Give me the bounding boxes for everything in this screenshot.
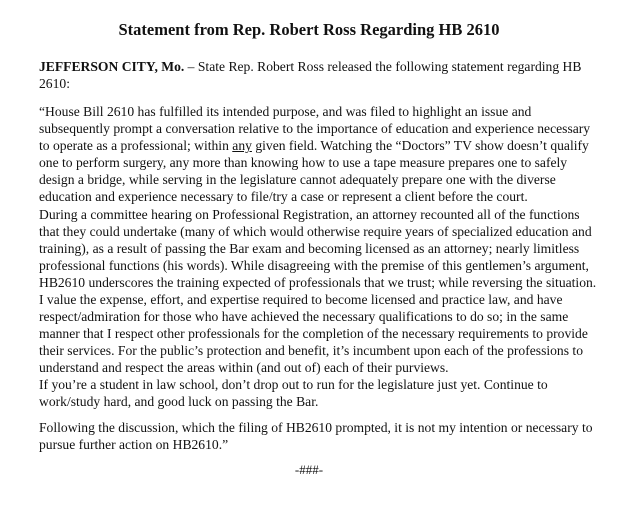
statement-paragraph-2: During a committee hearing on Professional Registration, an attorney recounted all of the functions that they could undertake (many of which would otherwise require years of specialized education and training), as a result of passing the Bar exam and becoming licensed as an attorney; nearly limitless professional functions (his words). While disagreeing with the premise of this gentlemen’s argument, HB2610 underscores the training expected of professionals that we trust; while reversing the situation.	[39, 207, 597, 290]
dateline-dash: –	[184, 59, 198, 74]
statement-paragraph-3: I value the expense, effort, and expertise required to become licensed and practice law, and have respect/admiration for those who have achieved the necessary qualifications to do so; in the same manner that I respect other professionals for the completion of the necessary requirements to provide their services. For the public’s protection and benefit, it’s incumbent upon each of the professions to understand and respect the areas within (and out of) each of their purviews.	[39, 292, 588, 375]
page-title: Statement from Rep. Robert Ross Regarding HB 2610	[118, 20, 500, 39]
dateline: JEFFERSON CITY, Mo.	[39, 59, 185, 74]
paragraph-1-text-start: “House Bill 2610 has fulfilled its intended purpose, and was filed to highlight an issue and subsequently prompt a conversation relative to the importance of education and experience necessary to operate as a professional; within	[39, 104, 591, 153]
end-mark: -###-	[294, 462, 324, 477]
underlined-word: any	[232, 138, 252, 153]
intro-paragraph	[39, 58, 599, 92]
statement-paragraph-5: Following the discussion, which the filing of HB2610 prompted, it is not my intention or necessary to pursue further action on HB2610.”	[39, 420, 593, 452]
statement-paragraph-1	[39, 103, 599, 205]
paragraph-1-text-end: given field. Watching the “Doctors” TV show doesn’t qualify one to perform surgery, any more than knowing how to use a tape measure prepares one to safely design a bridge, while serving in the legislature cannot adequately prepare one with the diverse education and experience necessary to file/try a case or represent a client before the court.	[39, 138, 589, 204]
statement-paragraph-4: If you’re a student in law school, don’t drop out to run for the legislature just yet. Continue to work/study hard, and good luck on passing the Bar.	[39, 377, 548, 409]
intro-text: State Rep. Robert Ross released the following statement regarding HB 2610:	[39, 59, 582, 91]
